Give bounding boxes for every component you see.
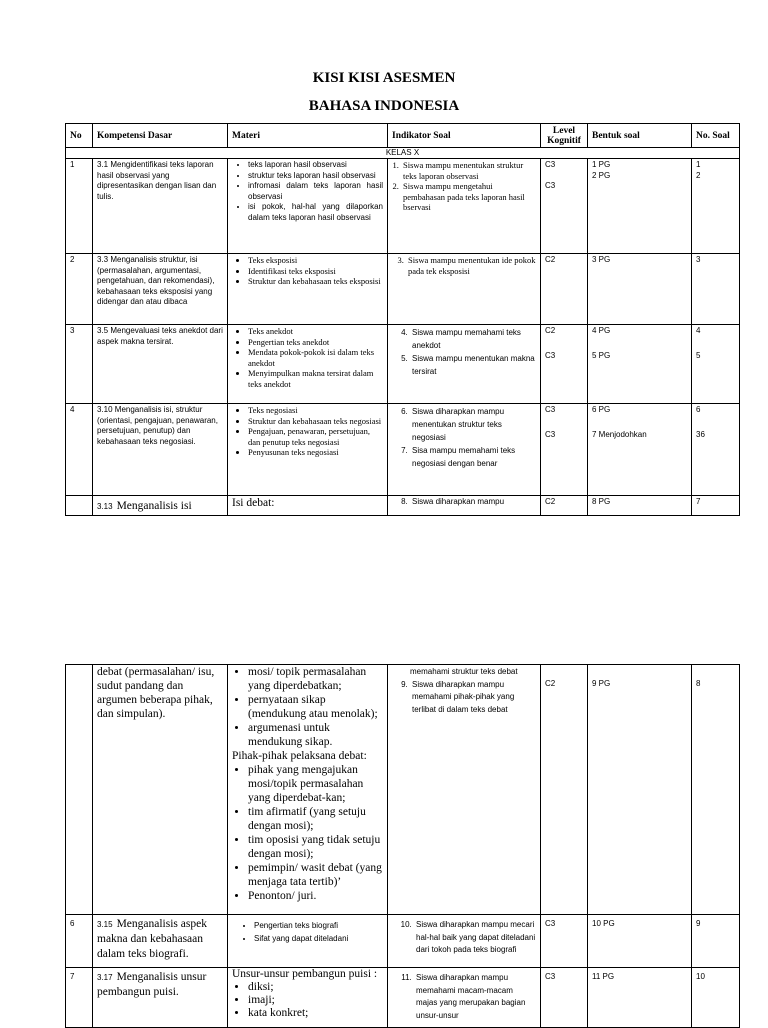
row-kd bbox=[93, 968, 228, 1028]
nosoal-value: 6 bbox=[696, 405, 701, 414]
bentuk-value: 3 PG bbox=[592, 255, 611, 264]
row-nosoal: 8 bbox=[692, 665, 740, 915]
row-level bbox=[541, 325, 588, 404]
materi-item: • mosi/ topik permasalahan yang diperdebatkan; bbox=[248, 665, 383, 693]
row-no: 6 bbox=[66, 915, 93, 968]
row-bentuk bbox=[588, 159, 692, 254]
kd-text: Menganalisis unsur pembangun puisi. bbox=[97, 971, 207, 998]
row-no: 3 bbox=[66, 325, 93, 404]
level-value: C3 bbox=[545, 405, 556, 414]
row-no: 4 bbox=[66, 404, 93, 496]
row-bentuk: 10 PG bbox=[588, 915, 692, 968]
materi-item: • Penonton/ juri. bbox=[248, 889, 383, 903]
row-kd bbox=[93, 915, 228, 968]
bentuk-value: 5 PG bbox=[592, 350, 611, 360]
table-row bbox=[66, 254, 740, 325]
indikator-item: 7. Sisa mampu memahami teks negosiasi dengan benar bbox=[410, 444, 536, 470]
materi-item: • pemimpin/ wasit debat (yang menjaga tata tertib)’ bbox=[248, 861, 383, 889]
bentuk-value: 4 PG bbox=[592, 326, 611, 335]
row-no bbox=[66, 665, 93, 915]
row-materi bbox=[228, 404, 388, 496]
row-level: C3 bbox=[541, 968, 588, 1028]
row-no bbox=[66, 496, 93, 516]
row-no: 1 bbox=[66, 159, 93, 254]
row-level bbox=[541, 404, 588, 496]
materi-item: • Menyimpulkan makna tersirat dalam teks anekdot bbox=[248, 368, 383, 389]
materi-heading: Pihak-pihak pelaksana debat: bbox=[232, 750, 367, 762]
nosoal-value: 1 bbox=[696, 160, 701, 169]
materi-item: • Identifikasi teks eksposisi bbox=[248, 266, 383, 277]
header-row bbox=[66, 124, 740, 148]
level-value: C2 bbox=[545, 326, 556, 335]
indikator-item: 3. Siswa mampu menentukan ide pokok pada tek eksposisi bbox=[406, 255, 536, 276]
indikator-item: 8. Siswa diharapkan mampu bbox=[410, 497, 536, 508]
row-materi bbox=[228, 159, 388, 254]
materi-item: • diksi; bbox=[248, 981, 383, 994]
materi-item: • pernyataan sikap (mendukung atau menolak); bbox=[248, 693, 383, 721]
row-nosoal bbox=[692, 404, 740, 496]
materi-item: • Struktur dan kebahasaan teks eksposisi bbox=[248, 276, 383, 287]
row-bentuk bbox=[588, 325, 692, 404]
row-kd: 3.3 Menganalisis struktur, isi (permasalahan, argumentasi, pengetahuan, dan rekomendasi), kebahasaan teks eksposisi yang didengar dan atau dibaca bbox=[93, 254, 228, 325]
nosoal-value: 36 bbox=[696, 429, 705, 439]
materi-item: • kata konkret; bbox=[248, 1007, 383, 1020]
row-indikator bbox=[388, 325, 541, 404]
indikator-item: 9. Siswa diharapkan mampu memahami pihak-pihak yang terlibat di dalam teks debat bbox=[410, 679, 536, 717]
materi-item: • Pengajuan, penawaran, persetujuan, dan penutup teks negosiasi bbox=[248, 426, 383, 447]
kisi-table-continued bbox=[65, 664, 740, 1028]
row-level bbox=[541, 254, 588, 325]
row-kd: debat (permasalahan/ isu, sudut pandang dan argumen beberapa pihak, dan simpulan). bbox=[93, 665, 228, 915]
row-kd bbox=[93, 496, 228, 516]
row-indikator bbox=[388, 496, 541, 516]
level-value: C3 bbox=[545, 429, 556, 439]
nosoal-value: 4 bbox=[696, 326, 701, 335]
indikator-item: 10. Siswa diharapkan mampu mecari hal-hal baik yang dapat diteladani dari tokoh pada teks biografi bbox=[414, 919, 536, 957]
indikator-item: 4. Siswa mampu memahami teks anekdot bbox=[410, 326, 536, 352]
row-bentuk bbox=[588, 404, 692, 496]
row-indikator bbox=[388, 254, 541, 325]
row-nosoal bbox=[692, 325, 740, 404]
materi-item: • argumenasi untuk mendukung sikap. bbox=[248, 721, 383, 749]
row-level: C2 bbox=[541, 496, 588, 516]
materi-item: • Teks negosiasi bbox=[248, 405, 383, 416]
table-row bbox=[66, 665, 740, 915]
row-nosoal: 10 bbox=[692, 968, 740, 1028]
row-materi bbox=[228, 665, 388, 915]
materi-item: • Mendata pokok-pokok isi dalam teks anekdot bbox=[248, 347, 383, 368]
materi-item: • Teks anekdot bbox=[248, 326, 383, 337]
row-kd: 3.10 Menganalisis isi, struktur (orientasi, pengajuan, penawaran, persetujuan, penutup) dan kebahasaan teks negosiasi. bbox=[93, 404, 228, 496]
header-no: No bbox=[66, 124, 93, 148]
row-materi bbox=[228, 968, 388, 1028]
row-indikator bbox=[388, 404, 541, 496]
header-materi: Materi bbox=[228, 124, 388, 148]
row-indikator bbox=[388, 915, 541, 968]
indikator-continued: memahami struktur teks debat bbox=[410, 667, 518, 676]
level-value: C3 bbox=[545, 180, 556, 190]
materi-item: • pihak yang mengajukan mosi/topik permasalahan yang diperdebat-kan; bbox=[248, 763, 383, 805]
row-materi: Isi debat: bbox=[228, 496, 388, 516]
materi-item: • tim afirmatif (yang setuju dengan mosi); bbox=[248, 805, 383, 833]
row-materi bbox=[228, 254, 388, 325]
document-subtitle: BAHASA INDONESIA bbox=[308, 98, 460, 114]
kd-number: 3.15 bbox=[97, 920, 113, 929]
materi-item: • isi pokok, hal-hal yang dilaporkan dalam teks laporan hasil observasi bbox=[248, 202, 383, 223]
kelas-label: KELAS X bbox=[66, 148, 740, 159]
row-bentuk: 8 PG bbox=[588, 496, 692, 516]
row-level bbox=[541, 159, 588, 254]
row-bentuk: 11 PG bbox=[588, 968, 692, 1028]
kd-number: 3.17 bbox=[97, 973, 113, 982]
materi-item: • infromasi dalam teks laporan hasil observasi bbox=[248, 181, 383, 202]
level-value: C3 bbox=[545, 350, 556, 360]
row-no: 2 bbox=[66, 254, 93, 325]
row-bentuk: 9 PG bbox=[588, 665, 692, 915]
materi-item: • imaji; bbox=[248, 994, 383, 1007]
table-row bbox=[66, 325, 740, 404]
table-row bbox=[66, 159, 740, 254]
indikator-item: 2. Siswa mampu mengetahui pembahasan pada teks laporan hasil bservasi bbox=[401, 181, 536, 213]
header-bentuk: Bentuk soal bbox=[588, 124, 692, 148]
row-materi bbox=[228, 325, 388, 404]
header-nosoal: No. Soal bbox=[692, 124, 740, 148]
kd-text: Menganalisis isi bbox=[116, 500, 192, 512]
materi-item: • Pengertian teks biografi bbox=[254, 919, 383, 932]
row-indikator bbox=[388, 968, 541, 1028]
nosoal-value: 2 bbox=[696, 170, 701, 180]
row-materi bbox=[228, 915, 388, 968]
kd-number: 3.13 bbox=[97, 502, 113, 511]
header-indikator: Indikator Soal bbox=[388, 124, 541, 148]
kd-text: Menganalisis aspek makna dan kebahasaan dalam teks biografi. bbox=[97, 918, 207, 960]
table-row bbox=[66, 404, 740, 496]
nosoal-value: 3 bbox=[696, 255, 701, 264]
materi-item: • Sifat yang dapat diteladani bbox=[254, 932, 383, 945]
materi-heading: Unsur-unsur pembangun puisi : bbox=[232, 968, 378, 980]
row-nosoal: 7 bbox=[692, 496, 740, 516]
row-nosoal bbox=[692, 159, 740, 254]
row-nosoal: 9 bbox=[692, 915, 740, 968]
row-nosoal bbox=[692, 254, 740, 325]
nosoal-value: 5 bbox=[696, 350, 701, 360]
row-level: C2 bbox=[541, 665, 588, 915]
row-no: 7 bbox=[66, 968, 93, 1028]
bentuk-value: 7 Menjodohkan bbox=[592, 429, 647, 439]
materi-item: • Penyusunan teks negosiasi bbox=[248, 447, 383, 458]
materi-item: • Struktur dan kebahasaan teks negosiasi bbox=[248, 416, 383, 427]
document-title: KISI KISI ASESMEN bbox=[312, 70, 456, 86]
header-level: Level Kognitif bbox=[541, 124, 588, 148]
bentuk-value: 2 PG bbox=[592, 170, 611, 180]
table-row bbox=[66, 968, 740, 1028]
row-kd: 3.5 Mengevaluasi teks anekdot dari aspek makna tersirat. bbox=[93, 325, 228, 404]
indikator-item: 6. Siswa diharapkan mampu menentukan struktur teks negosiasi bbox=[410, 405, 536, 444]
materi-item: • struktur teks laporan hasil observasi bbox=[248, 171, 383, 182]
indikator-item: 5. Siswa mampu menentukan makna tersirat bbox=[410, 352, 536, 378]
level-value: C2 bbox=[545, 255, 556, 264]
kisi-table bbox=[65, 123, 740, 516]
row-level: C3 bbox=[541, 915, 588, 968]
materi-item: • Teks eksposisi bbox=[248, 255, 383, 266]
header-kompetensi: Kompetensi Dasar bbox=[93, 124, 228, 148]
row-kd: 3.1 Mengidentifikasi teks laporan hasil observasi yang dipresentasikan dengan lisan dan tulis. bbox=[93, 159, 228, 254]
row-bentuk bbox=[588, 254, 692, 325]
bentuk-value: 6 PG bbox=[592, 405, 611, 414]
level-value: C3 bbox=[545, 160, 556, 169]
table-row bbox=[66, 496, 740, 516]
row-indikator bbox=[388, 159, 541, 254]
indikator-item: 11. Siswa diharapkan mampu memahami macam-macam majas yang merupakan bagian unsur-unsur bbox=[414, 972, 536, 1022]
indikator-item: 1. Siswa mampu menentukan struktur teks laporan observasi bbox=[401, 160, 536, 181]
row-indikator bbox=[388, 665, 541, 915]
materi-item: • teks laporan hasil observasi bbox=[248, 160, 383, 171]
bentuk-value: 1 PG bbox=[592, 160, 611, 169]
table-row bbox=[66, 915, 740, 968]
kelas-row bbox=[66, 148, 740, 159]
materi-item: • tim oposisi yang tidak setuju dengan mosi); bbox=[248, 833, 383, 861]
materi-item: • Pengertian teks anekdot bbox=[248, 337, 383, 348]
